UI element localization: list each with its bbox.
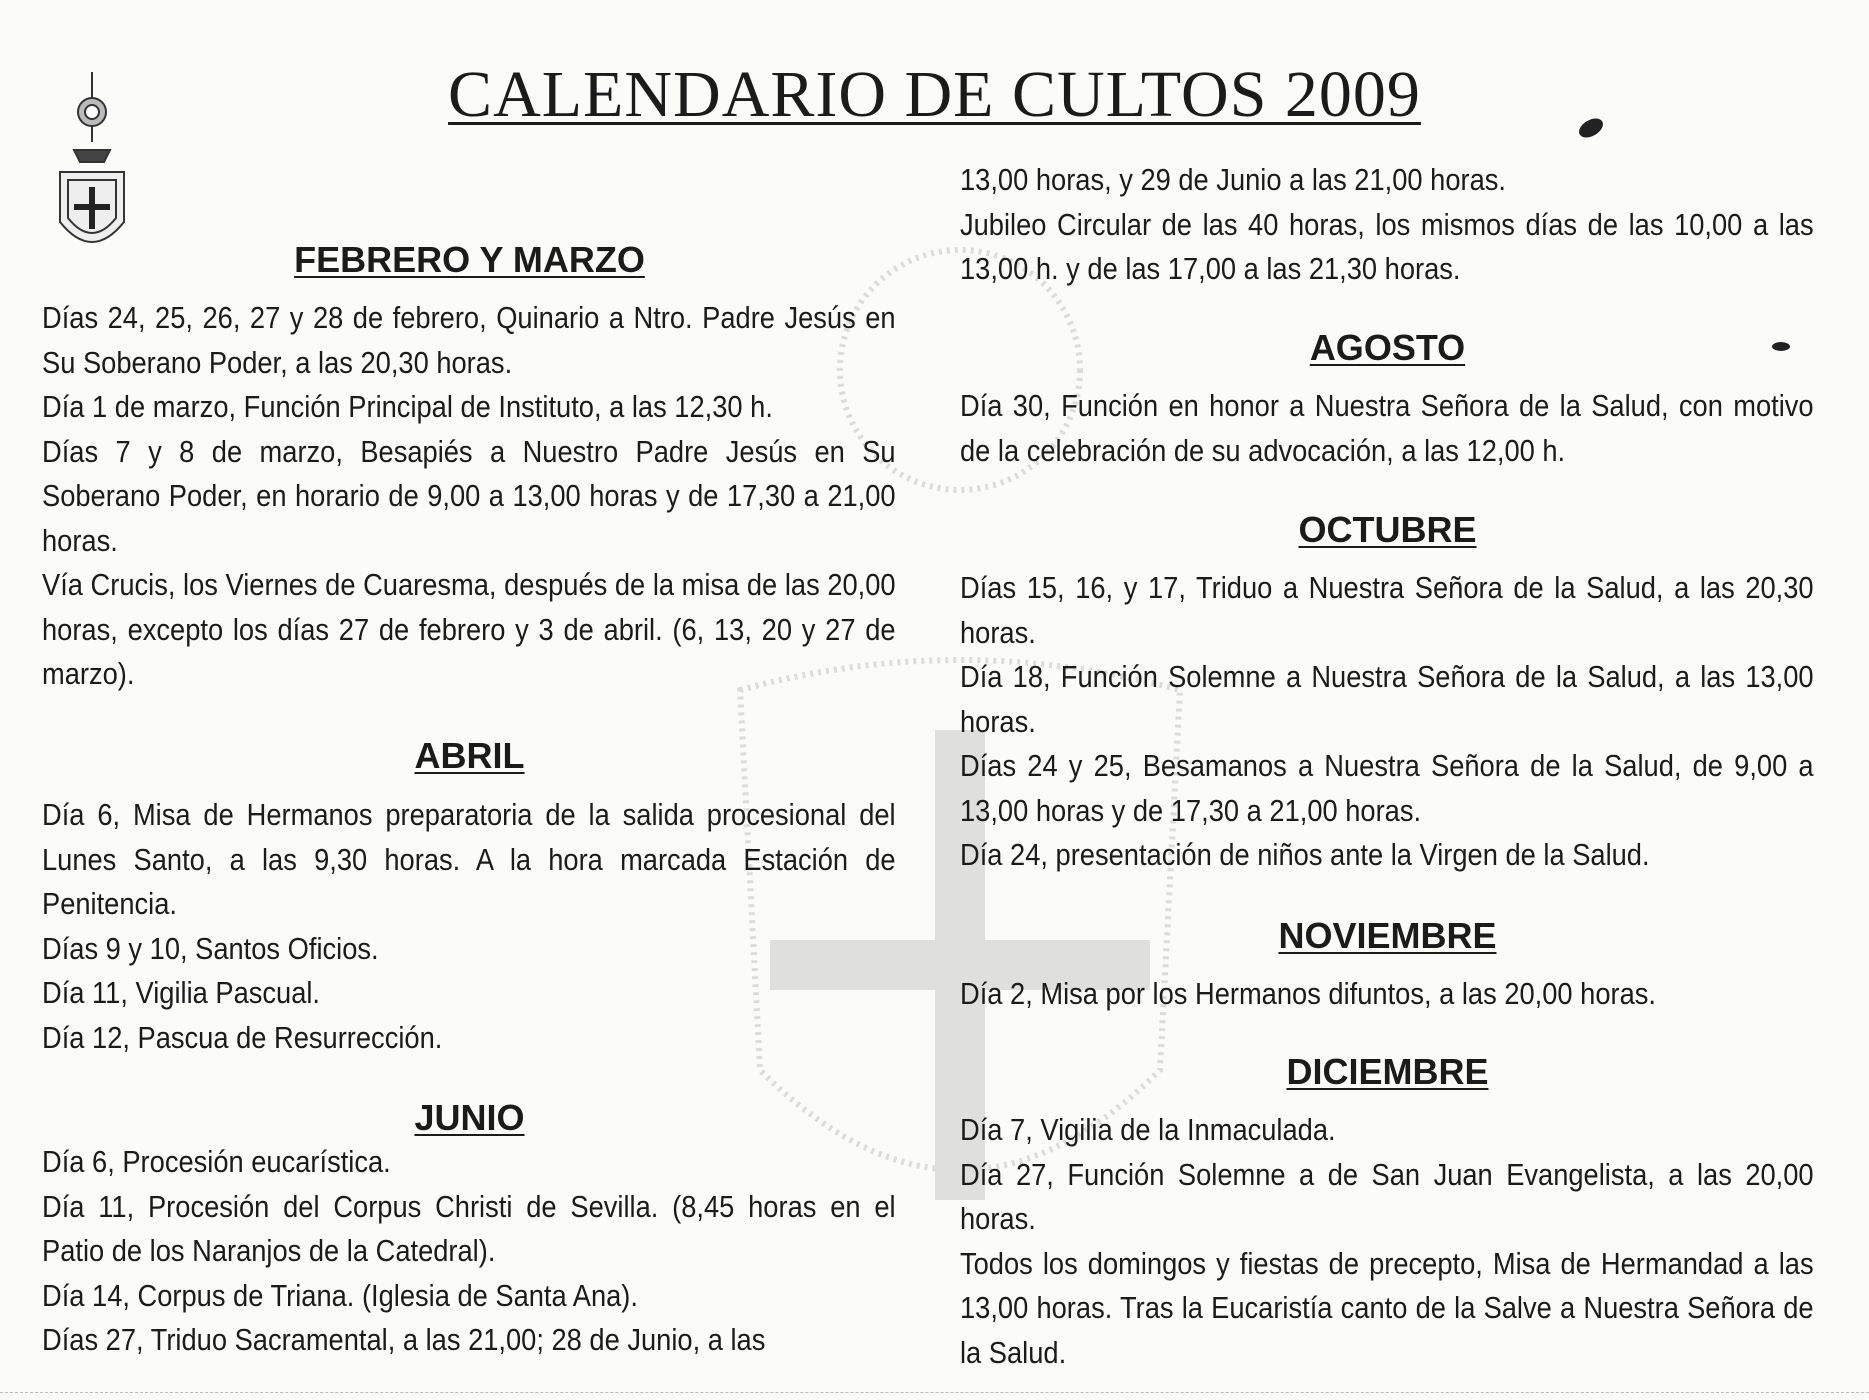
heading-abril: ABRIL — [414, 735, 525, 776]
event-item: Día 2, Misa por los Hermanos difuntos, a las 20,00 horas. — [960, 976, 1656, 1011]
heading-diciembre: DICIEMBRE — [1286, 1051, 1489, 1092]
event-item: Vía Crucis, los Viernes de Cuaresma, después de la misa de las 20,00 horas, excepto los días 27 de febrero y 3 de abril. (6, 13, 20 y 27 de marzo). — [42, 567, 896, 691]
section-abril — [42, 793, 896, 1060]
event-item: Días 7 y 8 de marzo, Besapiés a Nuestro Padre Jesús en Su Soberano Poder, en horario de 9,00 a 13,00 horas y de 17,30 a 21,00 horas. — [42, 433, 896, 558]
event-item: Jubileo Circular de las 40 horas, los mismos días de las 10,00 a las 13,00 h. y de las 17,00 a las 21,30 horas. — [960, 206, 1814, 286]
event-item: Día 18, Función Solemne a Nuestra Señora de la Salud, a las 13,00 horas. — [960, 659, 1814, 739]
event-item: Día 30, Función en honor a Nuestra Señora de la Salud, con motivo de la celebración de su advocación, a las 12,00 h. — [960, 388, 1814, 468]
event-item: Día 11, Vigilia Pascual. — [42, 975, 321, 1010]
event-item: Días 27, Triduo Sacramental, a las 21,00; 28 de Junio, a las — [42, 1322, 766, 1357]
event-item: Días 15, 16, y 17, Triduo a Nuestra Señora de la Salud, a las 20,30 horas. — [960, 570, 1814, 650]
heading-agosto: AGOSTO — [1309, 327, 1466, 368]
section-octubre — [960, 566, 1814, 878]
event-item: Día 6, Misa de Hermanos preparatoria de la salida procesional del Lunes Santo, a las 9,30 horas. A la hora marcada Estación de Penitencia. — [42, 797, 896, 921]
event-item: Días 24, 25, 26, 27 y 28 de febrero, Quinario a Ntro. Padre Jesús en Su Soberano Poder, a las 20,30 horas. — [42, 300, 896, 380]
heading-febrero-marzo: FEBRERO Y MARZO — [294, 239, 645, 280]
page-title: CALENDARIO DE CULTOS 2009 — [448, 58, 1421, 131]
page-edge-divider — [0, 1392, 1869, 1393]
event-item: Día 1 de marzo, Función Principal de Instituto, a las 12,30 h. — [42, 389, 773, 424]
event-item: Día 27, Función Solemne a de San Juan Evangelista, a las 20,00 horas. — [960, 1156, 1814, 1236]
event-item: Días 9 y 10, Santos Oficios. — [42, 930, 379, 966]
section-febrero-marzo — [42, 296, 896, 697]
event-item: 13,00 horas, y 29 de Junio a las 21,00 horas. — [960, 162, 1506, 197]
event-item: Todos los domingos y fiestas de precepto, Misa de Hermandad a las 13,00 horas. Tras la Eucaristía canto de la Salve a Nuestra Señora de la Salud. — [960, 1245, 1814, 1370]
section-noviembre — [960, 972, 1814, 1017]
event-item: Día 6, Procesión eucarística. — [42, 1144, 391, 1179]
event-item: Día 14, Corpus de Triana. (Iglesia de Santa Ana). — [42, 1277, 638, 1313]
section-agosto — [960, 384, 1814, 473]
section-diciembre — [960, 1108, 1814, 1375]
event-item: Días 24 y 25, Besamanos a Nuestra Señora de la Salud, de 9,00 a 13,00 horas y de 17,30 a 21,00 horas. — [960, 748, 1814, 828]
event-item: Día 7, Vigilia de la Inmaculada. — [960, 1112, 1336, 1147]
heading-octubre: OCTUBRE — [1298, 509, 1477, 550]
heading-noviembre: NOVIEMBRE — [1278, 915, 1497, 956]
ink-speck — [1772, 342, 1790, 351]
section-junio-continued — [960, 158, 1814, 292]
event-item: Día 24, presentación de niños ante la Virgen de la Salud. — [960, 837, 1650, 872]
event-item: Día 12, Pascua de Resurrección. — [42, 1019, 443, 1055]
section-junio — [42, 1140, 896, 1363]
event-item: Día 11, Procesión del Corpus Christi de Sevilla. (8,45 horas en el Patio de los Naranjos de la Catedral). — [42, 1188, 896, 1268]
heading-junio: JUNIO — [414, 1097, 525, 1138]
